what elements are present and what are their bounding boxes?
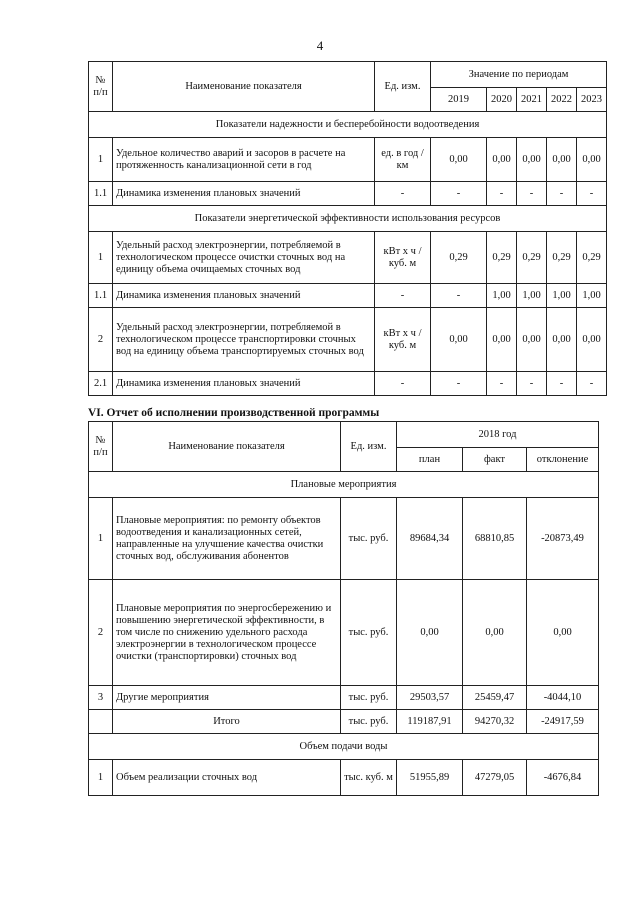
row-value: - bbox=[487, 372, 517, 396]
row-value: - bbox=[431, 372, 487, 396]
row-value: 0,00 bbox=[547, 138, 577, 182]
header-unit: Ед. изм. bbox=[341, 422, 397, 472]
row-value: 0,00 bbox=[487, 138, 517, 182]
row-fact: 68810,85 bbox=[463, 498, 527, 580]
section-heading: Показатели надежности и бесперебойности водоотведения bbox=[89, 112, 607, 138]
row-fact: 47279,05 bbox=[463, 760, 527, 796]
row-value: 0,00 bbox=[431, 308, 487, 372]
row-unit: - bbox=[375, 284, 431, 308]
row-unit: тыс. руб. bbox=[341, 710, 397, 734]
page-number: 4 bbox=[316, 38, 324, 53]
header-periods: Значение по периодам bbox=[431, 62, 607, 88]
row-unit: - bbox=[375, 182, 431, 206]
row-name: Плановые мероприятия: по ремонту объектов водоотведения и канализационных сетей, направленные на улучшение качества очистки сточных вод, обслуживания абонентов bbox=[113, 498, 341, 580]
row-value: - bbox=[431, 182, 487, 206]
row-fact: 94270,32 bbox=[463, 710, 527, 734]
row-fact: 0,00 bbox=[463, 580, 527, 686]
row-value: 0,00 bbox=[547, 308, 577, 372]
row-value: - bbox=[517, 182, 547, 206]
header-name: Наименование показателя bbox=[113, 62, 375, 112]
header-num: № п/п bbox=[89, 62, 113, 112]
row-plan: 29503,57 bbox=[397, 686, 463, 710]
program-report-table bbox=[88, 421, 599, 796]
row-unit: тыс. руб. bbox=[341, 580, 397, 686]
row-value: 0,00 bbox=[577, 308, 607, 372]
row-name: Удельный расход электроэнергии, потребляемой в технологическом процессе очистки сточных вод на единицу объема очищаемых сточных вод bbox=[113, 232, 375, 284]
row-value: 1,00 bbox=[577, 284, 607, 308]
header-year: 2022 bbox=[547, 88, 577, 112]
row-value: - bbox=[431, 284, 487, 308]
row-num: 2 bbox=[89, 308, 113, 372]
header-fact: факт bbox=[463, 448, 527, 472]
header-year: 2019 bbox=[431, 88, 487, 112]
row-num: 1.1 bbox=[89, 182, 113, 206]
table-row bbox=[89, 232, 607, 284]
table-row bbox=[89, 284, 607, 308]
target-indicators-table bbox=[88, 61, 607, 396]
header-num: № п/п bbox=[89, 422, 113, 472]
row-deviation: -4044,10 bbox=[527, 686, 599, 710]
row-value: - bbox=[577, 372, 607, 396]
row-value: - bbox=[517, 372, 547, 396]
row-unit: тыс. куб. м bbox=[341, 760, 397, 796]
row-name: Плановые мероприятия по энергосбережению и повышению энергетической эффективности, в том числе по снижению удельного расхода электроэнергии в технологическом процессе очистки (транспортировки) сточных вод bbox=[113, 580, 341, 686]
header-name: Наименование показателя bbox=[113, 422, 341, 472]
row-unit: тыс. руб. bbox=[341, 686, 397, 710]
row-name: Итого bbox=[113, 710, 341, 734]
table-row bbox=[89, 580, 599, 686]
row-value: - bbox=[577, 182, 607, 206]
row-plan: 0,00 bbox=[397, 580, 463, 686]
row-value: 0,00 bbox=[517, 308, 547, 372]
row-value: - bbox=[547, 182, 577, 206]
row-value: 0,00 bbox=[487, 308, 517, 372]
row-name: Динамика изменения плановых значений bbox=[113, 372, 375, 396]
row-unit: кВт х ч /куб. м bbox=[375, 308, 431, 372]
section-heading: Объем подачи воды bbox=[89, 734, 599, 760]
row-value: 1,00 bbox=[517, 284, 547, 308]
row-plan: 51955,89 bbox=[397, 760, 463, 796]
row-value: 0,00 bbox=[431, 138, 487, 182]
row-unit: тыс. руб. bbox=[341, 498, 397, 580]
row-num: 1 bbox=[89, 760, 113, 796]
row-value: 0,29 bbox=[577, 232, 607, 284]
row-value: 1,00 bbox=[487, 284, 517, 308]
row-num: 1 bbox=[89, 232, 113, 284]
row-num: 1 bbox=[89, 138, 113, 182]
table-row bbox=[89, 760, 599, 796]
table-row-total bbox=[89, 710, 599, 734]
row-num: 1 bbox=[89, 498, 113, 580]
table-row bbox=[89, 498, 599, 580]
header-unit: Ед. изм. bbox=[375, 62, 431, 112]
row-value: - bbox=[547, 372, 577, 396]
table-row bbox=[89, 308, 607, 372]
row-num: 2.1 bbox=[89, 372, 113, 396]
row-value: 0,29 bbox=[431, 232, 487, 284]
row-num bbox=[89, 710, 113, 734]
row-deviation: -20873,49 bbox=[527, 498, 599, 580]
section-heading: Плановые мероприятия bbox=[89, 472, 599, 498]
row-value: 0,29 bbox=[547, 232, 577, 284]
row-num: 1.1 bbox=[89, 284, 113, 308]
header-year: 2018 год bbox=[397, 422, 599, 448]
row-name: Другие мероприятия bbox=[113, 686, 341, 710]
table-row bbox=[89, 138, 607, 182]
section-heading: Показатели энергетической эффективности использования ресурсов bbox=[89, 206, 607, 232]
row-value: 0,29 bbox=[487, 232, 517, 284]
row-plan: 119187,91 bbox=[397, 710, 463, 734]
section-title: VI. Отчет об исполнении производственной программы bbox=[88, 407, 380, 419]
row-name: Удельное количество аварий и засоров в расчете на протяженность канализационной сети в год bbox=[113, 138, 375, 182]
header-year: 2020 bbox=[487, 88, 517, 112]
header-year: 2021 bbox=[517, 88, 547, 112]
row-unit: ед. в год /км bbox=[375, 138, 431, 182]
row-deviation: 0,00 bbox=[527, 580, 599, 686]
row-name: Удельный расход электроэнергии, потребляемой в технологическом процессе транспортировки сточных вод на единицу объема транспортируемых сточных вод bbox=[113, 308, 375, 372]
row-fact: 25459,47 bbox=[463, 686, 527, 710]
row-unit: кВт х ч /куб. м bbox=[375, 232, 431, 284]
row-value: 0,00 bbox=[577, 138, 607, 182]
row-num: 2 bbox=[89, 580, 113, 686]
row-value: - bbox=[487, 182, 517, 206]
row-unit: - bbox=[375, 372, 431, 396]
header-plan: план bbox=[397, 448, 463, 472]
table-row bbox=[89, 182, 607, 206]
row-name: Объем реализации сточных вод bbox=[113, 760, 341, 796]
row-deviation: -4676,84 bbox=[527, 760, 599, 796]
row-value: 1,00 bbox=[547, 284, 577, 308]
row-name: Динамика изменения плановых значений bbox=[113, 182, 375, 206]
table-row bbox=[89, 686, 599, 710]
row-plan: 89684,34 bbox=[397, 498, 463, 580]
header-deviation: отклонение bbox=[527, 448, 599, 472]
row-value: 0,00 bbox=[517, 138, 547, 182]
header-year: 2023 bbox=[577, 88, 607, 112]
row-name: Динамика изменения плановых значений bbox=[113, 284, 375, 308]
table-row bbox=[89, 372, 607, 396]
row-deviation: -24917,59 bbox=[527, 710, 599, 734]
row-num: 3 bbox=[89, 686, 113, 710]
row-value: 0,29 bbox=[517, 232, 547, 284]
